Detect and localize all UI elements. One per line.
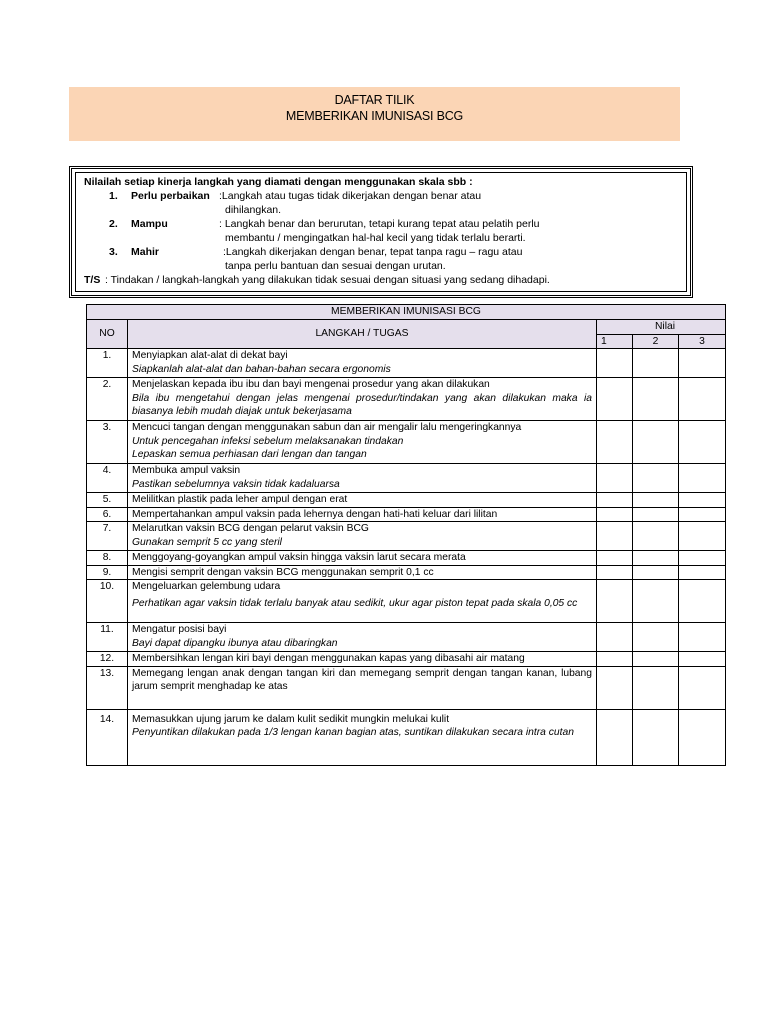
scale-level-1-name: Perlu perbaikan [131, 190, 210, 202]
table-row [87, 522, 726, 551]
row-number: 3. [87, 421, 128, 464]
row-number: 2. [87, 378, 128, 421]
table-row [87, 378, 726, 421]
score-cell-3[interactable] [679, 522, 726, 551]
score-cell-1[interactable] [597, 493, 633, 508]
row-step [128, 709, 597, 765]
row-number: 10. [87, 580, 128, 623]
row-number: 8. [87, 551, 128, 566]
row-step [128, 464, 597, 493]
table-row [87, 652, 726, 667]
step-text: Mempertahankan ampul vaksin pada lehernya dengan hati-hati keluar dari lilitan [132, 508, 498, 520]
score-cell-1[interactable] [597, 652, 633, 667]
score-cell-3[interactable] [679, 507, 726, 522]
step-note: Bila ibu mengetahui dengan jelas mengenai prosedur/tindakan yang akan dilakukan maka ia biasanya lebih mudah diajak untuk bekerjasama [132, 392, 592, 417]
score-cell-1[interactable] [597, 464, 633, 493]
col-header-nilai-3: 3 [679, 334, 726, 349]
step-text: Mengeluarkan gelembung udara [132, 581, 281, 592]
step-note-2: Lepaskan semua perhiasan dari lengan dan tangan [132, 449, 367, 460]
scale-level-1-desc-cont: dihilangkan. [225, 204, 282, 216]
step-text: Mengatur posisi bayi [132, 624, 227, 635]
document-title-banner [69, 87, 680, 141]
scale-level-2-num: 2. [109, 218, 118, 230]
score-cell-3[interactable] [679, 709, 726, 765]
scale-level-3-name: Mahir [131, 246, 160, 258]
table-row [87, 493, 726, 508]
score-cell-1[interactable] [597, 507, 633, 522]
step-text: Melarutkan vaksin BCG dengan pelarut vaksin BCG [132, 523, 369, 534]
row-number: 1. [87, 349, 128, 378]
step-note: Siapkanlah alat-alat dan bahan-bahan secara ergonomis [132, 363, 391, 375]
scale-level-2-desc: : Langkah benar dan berurutan, tetapi kurang tepat atau pelatih perlu [219, 218, 540, 230]
table-caption-row [87, 305, 726, 320]
score-cell-3[interactable] [679, 652, 726, 667]
title-line-2: MEMBERIKAN IMUNISASI BCG [285, 109, 464, 123]
score-cell-3[interactable] [679, 349, 726, 378]
scale-level-3-num: 3. [109, 246, 118, 258]
score-cell-2[interactable] [633, 421, 679, 464]
step-note: Pastikan sebelumnya vaksin tidak kadaluarsa [132, 478, 340, 490]
score-cell-3[interactable] [679, 565, 726, 580]
table-row [87, 421, 726, 464]
row-step [128, 551, 597, 566]
score-cell-2[interactable] [633, 580, 679, 623]
scale-level-2-name: Mampu [131, 218, 168, 230]
col-header-nilai: Nilai [597, 320, 726, 335]
step-text: Mengisi semprit dengan vaksin BCG menggunakan semprit 0,1 cc [132, 566, 434, 578]
row-number: 5. [87, 493, 128, 508]
row-step [128, 493, 597, 508]
score-cell-1[interactable] [597, 421, 633, 464]
row-step [128, 378, 597, 421]
step-text: Memegang lengan anak dengan tangan kiri dan memegang semprit dengan tangan kanan, lubang jarum semprit menghadap ke atas [132, 667, 592, 692]
row-number: 4. [87, 464, 128, 493]
col-header-nilai-2: 2 [633, 334, 679, 349]
score-cell-2[interactable] [633, 378, 679, 421]
score-cell-2[interactable] [633, 709, 679, 765]
score-cell-3[interactable] [679, 551, 726, 566]
score-cell-1[interactable] [597, 378, 633, 421]
step-note: Gunakan semprit 5 cc yang steril [132, 536, 282, 548]
score-cell-3[interactable] [679, 421, 726, 464]
rating-scale-box [69, 166, 693, 298]
table-row [87, 709, 726, 765]
score-cell-1[interactable] [597, 522, 633, 551]
row-step [128, 580, 597, 623]
step-text: Melilitkan plastik pada leher ampul dengan erat [132, 494, 348, 505]
table-row [87, 666, 726, 709]
step-note: Untuk pencegahan infeksi sebelum melaksanakan tindakan [132, 435, 404, 447]
row-number: 14. [87, 709, 128, 765]
score-cell-2[interactable] [633, 349, 679, 378]
row-step [128, 522, 597, 551]
score-cell-1[interactable] [597, 666, 633, 709]
step-text: Menggoyang-goyangkan ampul vaksin hingga vaksin larut secara merata [132, 552, 466, 563]
row-number: 9. [87, 565, 128, 580]
row-step [128, 421, 597, 464]
row-step [128, 666, 597, 709]
scale-intro: Nilailah setiap kinerja langkah yang diamati dengan menggunakan skala sbb : [84, 176, 473, 188]
score-cell-3[interactable] [679, 623, 726, 652]
scale-level-2-desc-cont: membantu / mengingatkan hal-hal kecil yang tidak terlalu berarti. [225, 232, 526, 244]
score-cell-1[interactable] [597, 349, 633, 378]
scale-level-1-num: 1. [109, 190, 118, 202]
score-cell-2[interactable] [633, 666, 679, 709]
row-step [128, 652, 597, 667]
col-header-nilai-1: 1 [597, 334, 633, 349]
score-cell-1[interactable] [597, 565, 633, 580]
step-text: Membersihkan lengan kiri bayi dengan menggunakan kapas yang dibasahi air matang [132, 653, 525, 664]
scale-level-1-desc: :Langkah atau tugas tidak dikerjakan dengan benar atau [219, 190, 482, 202]
row-number: 13. [87, 666, 128, 709]
title-line-1: DAFTAR TILIK [334, 93, 415, 107]
step-note: Bayi dapat dipangku ibunya atau dibaringkan [132, 637, 338, 649]
table-row [87, 623, 726, 652]
score-cell-2[interactable] [633, 507, 679, 522]
score-cell-2[interactable] [633, 565, 679, 580]
col-header-no: NO [87, 320, 128, 349]
table-caption: MEMBERIKAN IMUNISASI BCG [87, 305, 726, 320]
col-header-step: LANGKAH / TUGAS [128, 320, 597, 349]
row-number: 12. [87, 652, 128, 667]
step-text: Membuka ampul vaksin [132, 465, 241, 476]
row-step [128, 507, 597, 522]
score-cell-2[interactable] [633, 652, 679, 667]
table-row [87, 464, 726, 493]
row-number: 11. [87, 623, 128, 652]
row-step [128, 623, 597, 652]
score-cell-1[interactable] [597, 623, 633, 652]
step-text: Mencuci tangan dengan menggunakan sabun dan air mengalir lalu mengeringkannya [132, 422, 522, 433]
score-cell-3[interactable] [679, 666, 726, 709]
scale-level-3-desc-cont: tanpa perlu bantuan dan sesuai dengan urutan. [225, 260, 446, 272]
step-text: Menyiapkan alat-alat di dekat bayi [132, 350, 288, 361]
step-note: Perhatikan agar vaksin tidak terlalu banyak atau sedikit, ukur agar piston tepat pada skala 0,05 cc [132, 597, 578, 609]
checklist-table [86, 304, 726, 766]
score-cell-1[interactable] [597, 709, 633, 765]
score-cell-3[interactable] [679, 464, 726, 493]
score-cell-2[interactable] [633, 623, 679, 652]
score-cell-2[interactable] [633, 464, 679, 493]
table-row [87, 551, 726, 566]
step-note: Penyuntikan dilakukan pada 1/3 lengan kanan bagian atas, suntikan dilakukan secara intra cutan [132, 727, 574, 738]
table-row [87, 349, 726, 378]
row-number: 6. [87, 507, 128, 522]
scale-ts-desc: : Tindakan / langkah-langkah yang dilakukan tidak sesuai dengan situasi yang sedang dihadapi. [105, 274, 550, 286]
score-cell-2[interactable] [633, 522, 679, 551]
score-cell-1[interactable] [597, 580, 633, 623]
score-cell-1[interactable] [597, 551, 633, 566]
scale-level-3-desc: :Langkah dikerjakan dengan benar, tepat tanpa ragu – ragu atau [223, 246, 523, 258]
table-row [87, 580, 726, 623]
table-row [87, 565, 726, 580]
scale-ts-label: T/S [84, 274, 101, 286]
table-header-row [87, 320, 726, 335]
score-cell-2[interactable] [633, 493, 679, 508]
row-step [128, 349, 597, 378]
table-row [87, 507, 726, 522]
step-text: Menjelaskan kepada ibu ibu dan bayi mengenai prosedur yang akan dilakukan [132, 379, 490, 390]
row-number: 7. [87, 522, 128, 551]
score-cell-2[interactable] [633, 551, 679, 566]
score-cell-3[interactable] [679, 580, 726, 623]
score-cell-3[interactable] [679, 493, 726, 508]
row-step [128, 565, 597, 580]
step-text: Memasukkan ujung jarum ke dalam kulit sedikit mungkin melukai kulit [132, 713, 450, 725]
score-cell-3[interactable] [679, 378, 726, 421]
